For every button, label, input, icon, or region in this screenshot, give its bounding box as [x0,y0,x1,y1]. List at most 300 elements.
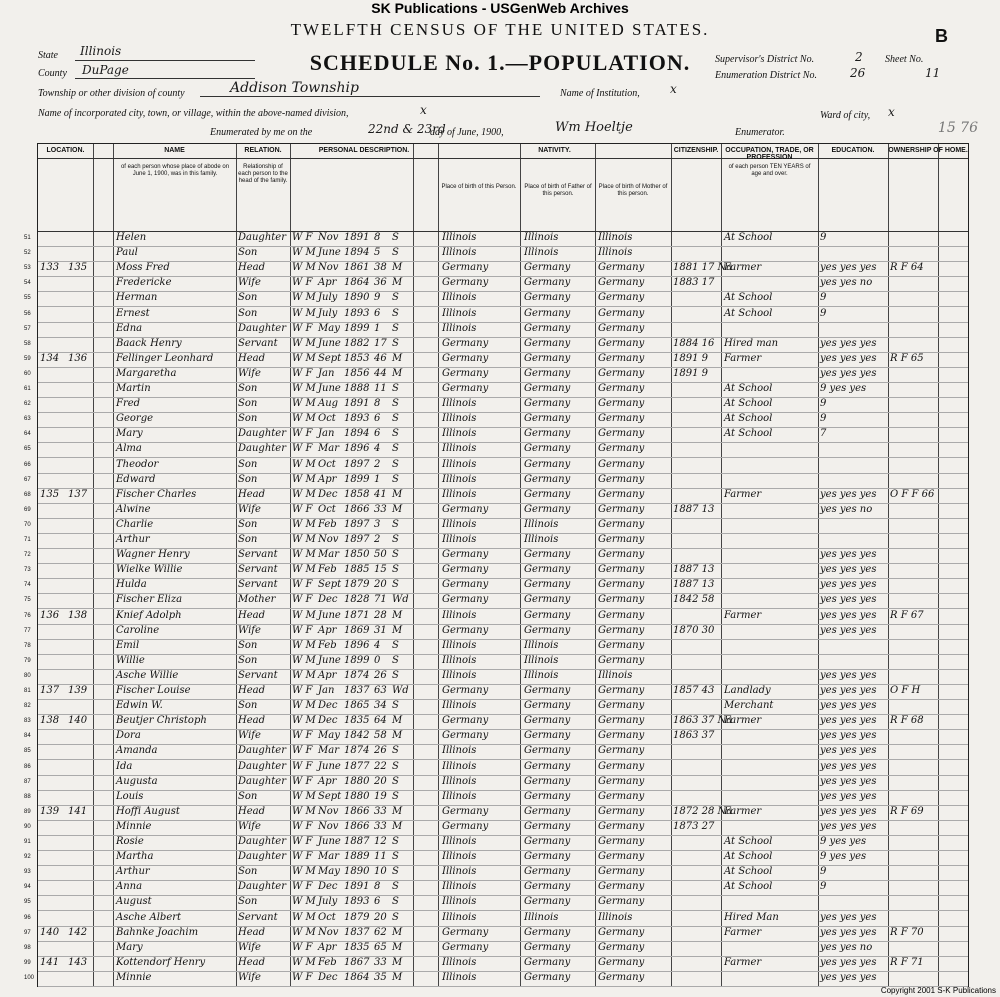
cell-yr: 1899 [344,473,370,485]
enumeration-district-value: 26 [850,66,866,80]
cell-mbp: Germany [598,956,645,968]
cell-rel: Son [238,413,258,425]
table-row [24,971,968,987]
line-number: 89 [24,808,31,815]
cell-name: Moss Fred [116,262,170,274]
cell-mo: Dec [318,881,338,893]
cell-occ: Merchant [724,700,774,712]
cell-rel: Servant [238,549,278,561]
line-number: 99 [24,959,31,966]
cell-name: Charlie [116,518,154,530]
line-number: 78 [24,642,31,649]
cell-fbp: Germany [524,866,571,878]
cell-fbp: Germany [524,579,571,591]
cell-bp: Illinois [442,896,477,908]
cell-rel: Daughter [238,322,286,334]
cell-age: 65 [374,941,387,953]
line-number: 58 [24,340,31,347]
cell-yr: 1899 [344,654,370,666]
cell-fam: 136 [68,352,88,364]
cell-name: Mary [116,428,143,440]
township-line [200,96,540,97]
cell-mo: Nov [318,805,339,817]
cell-mbp: Germany [598,564,645,576]
cell-name: Ernest [116,307,150,319]
cell-cs: W F [292,730,313,742]
cell-cs: W F [292,685,313,696]
cell-bp: Illinois [442,458,477,470]
cell-yr: 1897 [344,534,370,545]
cell-age: 3 [374,518,381,530]
cell-rel: Head [238,488,266,500]
cell-rel: Head [238,262,266,274]
cell-imm: 1842 58 [673,594,715,606]
state-line [75,60,255,61]
cell-name: Herman [116,292,158,304]
table-row [24,427,968,443]
cell-edu: 9 yes yes [820,851,867,863]
cell-mbp: Germany [598,398,645,410]
cell-yr: 1893 [344,307,370,319]
cell-bp: Illinois [442,473,477,485]
cell-age: 5 [374,247,381,259]
cell-rel: Daughter [238,745,286,757]
cell-age: 38 [374,262,387,274]
cell-mbp: Germany [598,851,645,863]
cell-mo: Jan [318,685,335,696]
cell-mbp: Germany [598,413,645,425]
cell-ms: S [392,232,399,243]
cell-cs: W M [292,926,316,938]
line-number: 79 [24,657,31,664]
table-row [24,442,968,458]
line-number: 57 [24,325,31,332]
cell-edu: yes yes yes [820,624,877,636]
cell-fbp: Germany [524,836,571,847]
cell-rel: Son [238,896,258,908]
cell-cs: W M [292,337,316,349]
line-number: 55 [24,295,31,302]
supervisor-district-label: Supervisor's District No. [715,54,815,65]
cell-fbp: Germany [524,413,571,425]
line-number: 77 [24,627,31,634]
cell-ms: S [392,896,399,908]
cell-mbp: Germany [598,881,645,893]
cell-imm: 1870 30 [673,624,715,636]
cell-bp: Illinois [442,866,477,878]
state-label: State [38,50,58,61]
cell-own: R F 70 [890,926,924,938]
cell-age: 71 [374,594,387,606]
cell-edu: yes yes yes [820,352,877,364]
cell-occ: At School [724,428,773,440]
line-number: 59 [24,355,31,362]
county-value: DuPage [82,63,129,77]
cell-name: Helen [116,232,147,243]
cell-cs: W F [292,503,313,515]
cell-age: 6 [374,896,381,908]
table-row [24,744,968,760]
table-row [24,669,968,685]
cell-bp: Illinois [442,428,477,440]
cell-dw: 139 [40,805,60,817]
cell-ms: S [392,654,399,666]
table-row [24,246,968,262]
cell-age: 46 [374,352,387,364]
cell-rel: Head [238,715,266,727]
line-number: 90 [24,823,31,830]
table-row [24,231,968,247]
table-row [24,729,968,745]
cell-fbp: Germany [524,624,571,636]
cell-ms: S [392,473,399,485]
cell-age: 8 [374,398,381,410]
cell-imm: 1891 9 [673,352,708,364]
cell-edu: yes yes yes [820,669,877,681]
cell-rel: Wife [238,367,261,379]
cell-rel: Servant [238,579,278,591]
incorporated-label: Name of incorporated city, town, or village, within the above-named division, [38,108,349,119]
table-row [24,609,968,625]
cell-bp: Illinois [442,971,477,983]
relation-header: RELATION. [244,147,282,154]
cell-yr: 1835 [344,715,370,727]
cell-rel: Son [238,790,258,802]
table-rows [24,231,968,986]
cell-fbp: Illinois [524,534,559,545]
cell-cs: W M [292,896,316,908]
stamped-number: 15 76 [937,120,978,136]
table-row [24,639,968,655]
cell-fbp: Illinois [524,232,559,243]
cell-mo: Feb [318,564,337,576]
cell-mo: Apr [318,775,337,787]
township-label: Township or other division of county [38,88,185,99]
cell-edu: 9 [820,307,827,319]
cell-rel: Wife [238,820,261,832]
cell-mo: Nov [318,926,339,938]
cell-cs: W M [292,398,316,410]
copyright-footer: Copyright 2001 S-K Publications [880,986,996,995]
cell-bp: Illinois [442,956,477,968]
cell-mbp: Germany [598,262,645,274]
cell-mo: Dec [318,488,338,500]
cell-occ: Farmer [724,609,762,621]
table-row [24,714,968,730]
cell-cs: W M [292,564,316,576]
cell-ms: M [392,503,403,515]
cell-mo: Mar [318,851,339,863]
cell-own: R F 65 [890,352,924,364]
cell-age: 4 [374,639,381,651]
sheet-no-value: 11 [925,66,941,80]
cell-yr: 1880 [344,775,370,787]
cell-ms: S [392,322,399,334]
cell-bp: Germany [442,730,489,742]
cell-rel: Mother [238,594,276,606]
cell-mbp: Germany [598,896,645,908]
cell-name: Amanda [116,745,158,757]
cell-edu: yes yes yes [820,956,877,968]
cell-name: Kottendorf Henry [116,956,206,968]
cell-edu: yes yes no [820,503,873,515]
cell-rel: Daughter [238,775,286,787]
cell-mo: Nov [318,534,339,545]
cell-age: 44 [374,367,387,379]
cell-yr: 1877 [344,760,370,772]
cell-edu: yes yes yes [820,805,877,817]
cell-ms: S [392,413,399,425]
birthplace-mother: Place of birth of Mother of this person. [598,184,668,197]
cell-rel: Son [238,458,258,470]
cell-mo: May [318,866,340,878]
cell-mo: Feb [318,956,337,968]
cell-rel: Daughter [238,881,286,893]
cell-imm: 1887 13 [673,579,715,591]
cell-cs: W M [292,549,316,561]
cell-yr: 1842 [344,730,370,742]
cell-yr: 1874 [344,745,370,757]
cell-yr: 1894 [344,428,370,440]
cell-edu: 9 [820,881,827,893]
cell-fbp: Germany [524,398,571,410]
table-row [24,865,968,881]
cell-age: 15 [374,564,387,576]
cell-age: 33 [374,956,387,968]
cell-yr: 1853 [344,352,370,364]
cell-name: Willie [116,654,145,666]
cell-mo: June [318,337,341,349]
cell-fbp: Germany [524,594,571,606]
cell-bp: Illinois [442,534,477,545]
cell-ms: Wd [392,594,409,606]
cell-name: Fred [116,398,141,410]
line-number: 60 [24,370,31,377]
cell-rel: Son [238,473,258,485]
cell-age: 6 [374,428,381,440]
cell-age: 2 [374,458,381,470]
cell-fbp: Germany [524,881,571,893]
cell-cs: W M [292,669,316,681]
table-row [24,563,968,579]
cell-cs: W M [292,413,316,425]
cell-rel: Son [238,654,258,666]
cell-yr: 1896 [344,443,370,455]
cell-mo: Mar [318,745,339,757]
cell-ms: S [392,851,399,863]
cell-cs: W F [292,579,313,591]
line-number: 100 [24,974,35,981]
cell-fbp: Germany [524,352,571,364]
cell-ms: M [392,805,403,817]
cell-bp: Illinois [442,700,477,712]
table-row [24,322,968,338]
cell-occ: Farmer [724,262,762,274]
line-number: 98 [24,944,31,951]
cell-mo: Sept [318,579,342,591]
cell-cs: W M [292,790,316,802]
ownership-header: OWNERSHIP OF HOME. [888,147,968,154]
cell-yr: 1887 [344,836,370,847]
line-number: 67 [24,476,31,483]
cell-imm: 1857 43 [673,685,715,696]
cell-edu: yes yes yes [820,790,877,802]
cell-mbp: Germany [598,277,645,289]
cell-rel: Head [238,956,266,968]
cell-edu: yes yes yes [820,262,877,274]
cell-yr: 1837 [344,926,370,938]
cell-ms: M [392,941,403,953]
cell-own: R F 68 [890,715,924,727]
cell-mo: Nov [318,232,339,243]
cell-cs: W F [292,775,313,787]
table-row [24,760,968,776]
cell-age: 11 [374,383,387,394]
cell-bp: Germany [442,685,489,696]
cell-fbp: Germany [524,549,571,561]
cell-mo: June [318,654,341,666]
cell-ms: S [392,639,399,651]
table-row [24,850,968,866]
cell-mo: June [318,609,341,621]
cell-own: O F F 66 [890,488,935,500]
table-row [24,624,968,640]
cell-occ: Farmer [724,805,762,817]
cell-ms: M [392,956,403,968]
cell-mo: Dec [318,715,338,727]
cell-yr: 1866 [344,805,370,817]
cell-yr: 1864 [344,277,370,289]
cell-fam: 141 [68,805,88,817]
cell-cs: W M [292,609,316,621]
cell-age: 26 [374,669,387,681]
enumerated-label-1: Enumerated by me on the [210,127,313,138]
table-row [24,820,968,836]
cell-cs: W M [292,488,316,500]
cell-ms: S [392,911,399,923]
cell-mbp: Germany [598,352,645,364]
cell-age: 8 [374,881,381,893]
cell-mo: Nov [318,820,339,832]
cell-mbp: Germany [598,639,645,651]
cell-bp: Illinois [442,443,477,455]
cell-cs: W F [292,820,313,832]
cell-name: Minnie [116,820,152,832]
cell-bp: Illinois [442,322,477,334]
cell-bp: Germany [442,352,489,364]
cell-ms: M [392,609,403,621]
cell-bp: Germany [442,564,489,576]
citizenship-header: CITIZENSHIP. [673,147,719,154]
cell-cs: W F [292,745,313,757]
cell-occ: At School [724,881,773,893]
cell-edu: 9 [820,232,827,243]
cell-mbp: Germany [598,518,645,530]
cell-ms: S [392,398,399,410]
line-number: 80 [24,672,31,679]
cell-cs: W F [292,760,313,772]
cell-rel: Wife [238,624,261,636]
nativity-header: NATIVITY. [538,147,571,154]
cell-edu: 9 [820,398,827,410]
cell-age: 36 [374,277,387,289]
cell-mbp: Germany [598,503,645,515]
cell-ms: S [392,564,399,576]
cell-name: Rosie [116,836,144,847]
cell-yr: 1897 [344,518,370,530]
cell-age: 63 [374,685,387,696]
cell-occ: Landlady [724,685,771,696]
table-row [24,911,968,927]
cell-yr: 1891 [344,398,370,410]
cell-fbp: Germany [524,367,571,379]
cell-name: Wielke Willie [116,564,183,576]
cell-bp: Germany [442,277,489,289]
cell-name: Fredericke [116,277,172,289]
cell-own: R F 69 [890,805,924,817]
cell-name: Caroline [116,624,160,636]
cell-age: 10 [374,866,387,878]
name-header: NAME [164,147,185,154]
cell-bp: Illinois [442,654,477,666]
cell-cs: W M [292,473,316,485]
cell-mbp: Germany [598,775,645,787]
cell-mo: Oct [318,458,336,470]
cell-fbp: Germany [524,896,571,908]
cell-edu: yes yes yes [820,367,877,379]
cell-dw: 137 [40,685,60,696]
cell-age: 58 [374,730,387,742]
cell-rel: Servant [238,669,278,681]
cell-ms: M [392,820,403,832]
cell-name: Edward [116,473,156,485]
cell-bp: Illinois [442,760,477,772]
cell-age: 20 [374,911,387,923]
cell-rel: Son [238,307,258,319]
cell-age: 1 [374,473,381,485]
cell-mbp: Germany [598,971,645,983]
table-row [24,488,968,504]
cell-mo: May [318,322,340,334]
cell-yr: 1893 [344,413,370,425]
cell-ms: M [392,730,403,742]
cell-age: 6 [374,307,381,319]
cell-fbp: Germany [524,383,571,394]
cell-cs: W F [292,881,313,893]
table-row [24,880,968,896]
cell-ms: S [392,760,399,772]
line-number: 86 [24,763,31,770]
cell-rel: Head [238,609,266,621]
line-number: 74 [24,582,31,589]
cell-cs: W M [292,715,316,727]
line-number: 97 [24,929,31,936]
line-number: 52 [24,250,31,257]
table-row [24,775,968,791]
table-row [24,307,968,323]
line-number: 61 [24,386,31,392]
cell-mbp: Germany [598,337,645,349]
cell-name: Beutjer Christoph [116,715,207,727]
line-number: 91 [24,839,31,845]
cell-rel: Son [238,518,258,530]
cell-name: August [116,896,152,908]
cell-bp: Germany [442,579,489,591]
cell-yr: 1891 [344,232,370,243]
cell-edu: 9 yes yes [820,836,867,847]
cell-edu: yes yes yes [820,745,877,757]
cell-age: 41 [374,488,387,500]
